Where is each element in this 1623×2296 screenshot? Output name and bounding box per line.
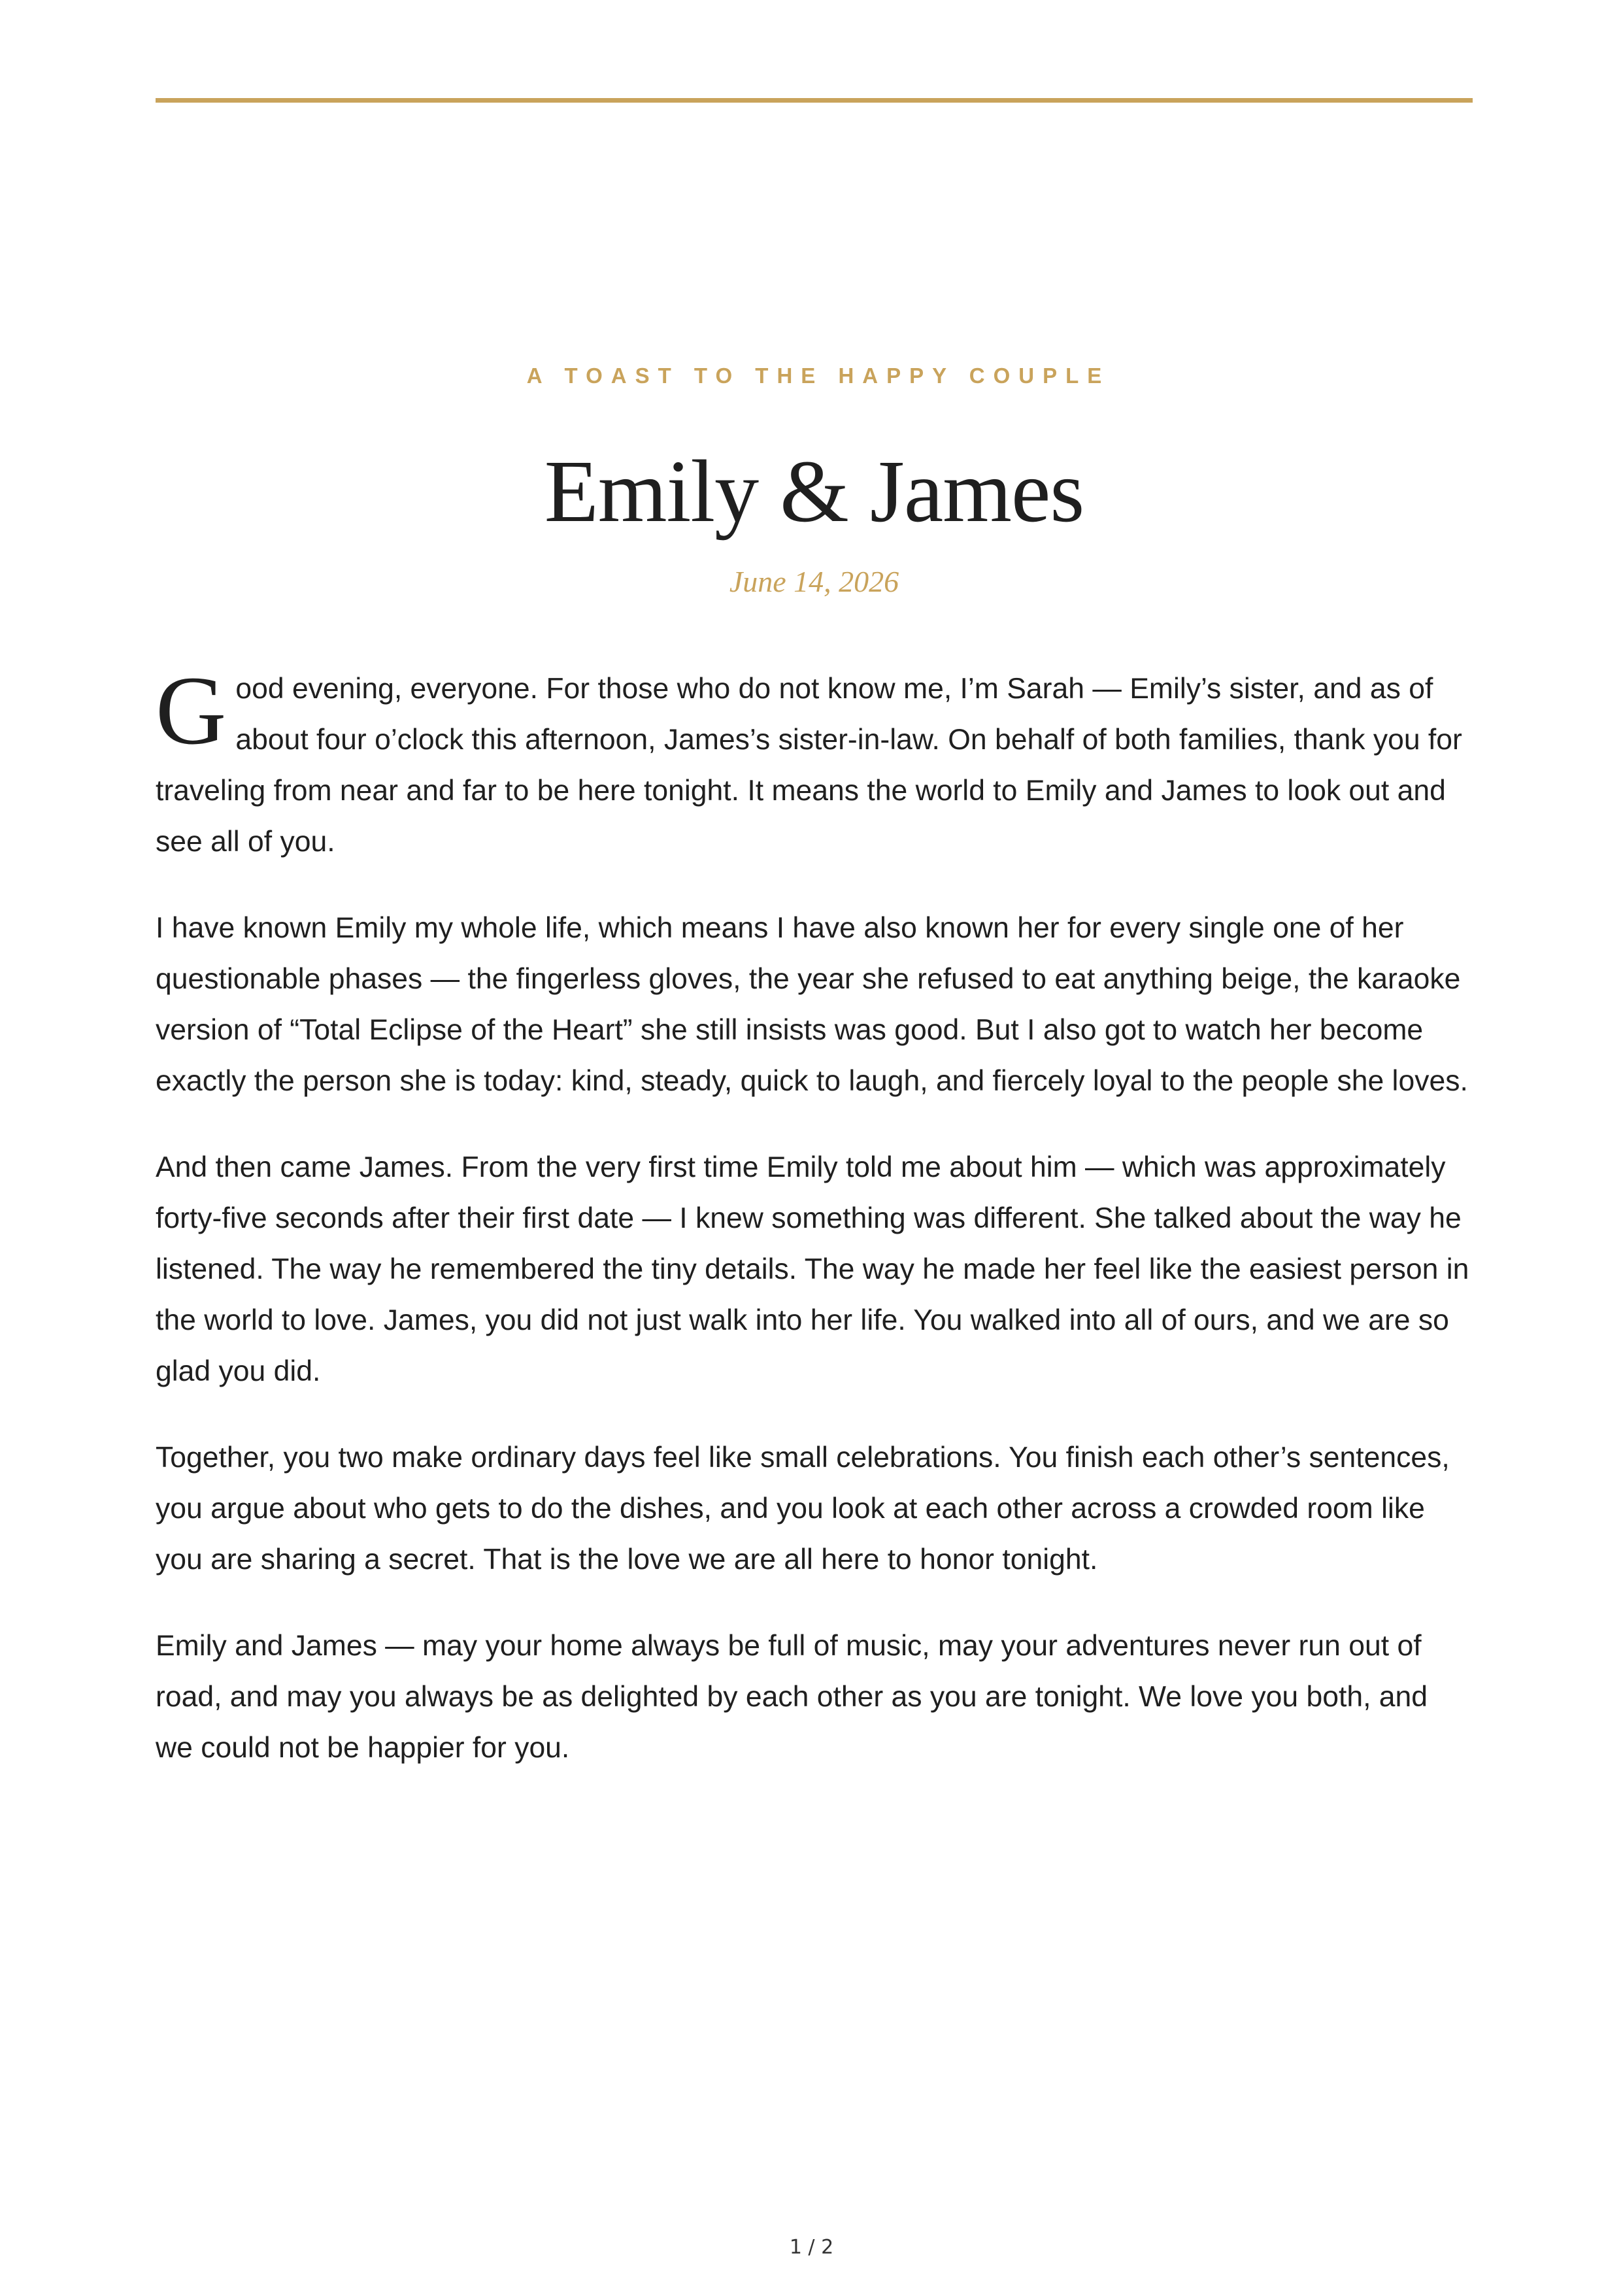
- paragraph-4: Together, you two make ordinary days feel like small celebrations. You finish each other’s sentences, you argue about who gets to do the dishes, and you look at each other across a crowded room like you are sharing a secret. That is the love we are all here to honor tonight.: [156, 1442, 1450, 1576]
- top-accent-rule: [156, 98, 1473, 103]
- drop-cap: G: [156, 656, 227, 765]
- paragraph-2: I have known Emily my whole life, which means I have also known her for every single one of her questionable phases — the fingerless gloves, the year she refused to eat anything beige, the karaoke version of “Total Eclipse of the Heart” she still insists was good. But I also got to watch her become exactly the person she is today: kind, steady, quick to laugh, and fiercely loyal to the people she loves.: [156, 912, 1468, 1097]
- paragraph-1-text: ood evening, everyone. For those who do not know me, I’m Sarah — Emily’s sister, and as of about four o’clock this afternoon, James’s sister-in-law. On behalf of both families, thank you for traveling from near and far to be here tonight. It means the world to Emily and James to look out and see all of you.: [156, 673, 1462, 858]
- paragraph-1: [156, 656, 1473, 868]
- page-title: Emily & James: [544, 443, 1084, 541]
- event-date: June 14, 2026: [729, 565, 899, 598]
- toast-body: [156, 656, 1473, 1809]
- page-number: 1 / 2: [789, 2236, 834, 2259]
- document-header: [156, 358, 1473, 598]
- eyebrow-label: A TOAST TO THE HAPPY COUPLE: [526, 363, 1111, 388]
- paragraph-5: Emily and James — may your home always be full of music, may your adventures never run out of road, and may you always be as delighted by each other as you are tonight. We love you both, and we could not be happier for you.: [156, 1630, 1428, 1764]
- paragraph-3: And then came James. From the very first time Emily told me about him — which was approximately forty-five seconds after their first date — I knew something was different. She talked about the way he listened. The way he remembered the tiny details. The way he made her feel like the easiest person in the world to love. James, you did not just walk into her life. You walked into all of ours, and we are so glad you did.: [156, 1151, 1469, 1387]
